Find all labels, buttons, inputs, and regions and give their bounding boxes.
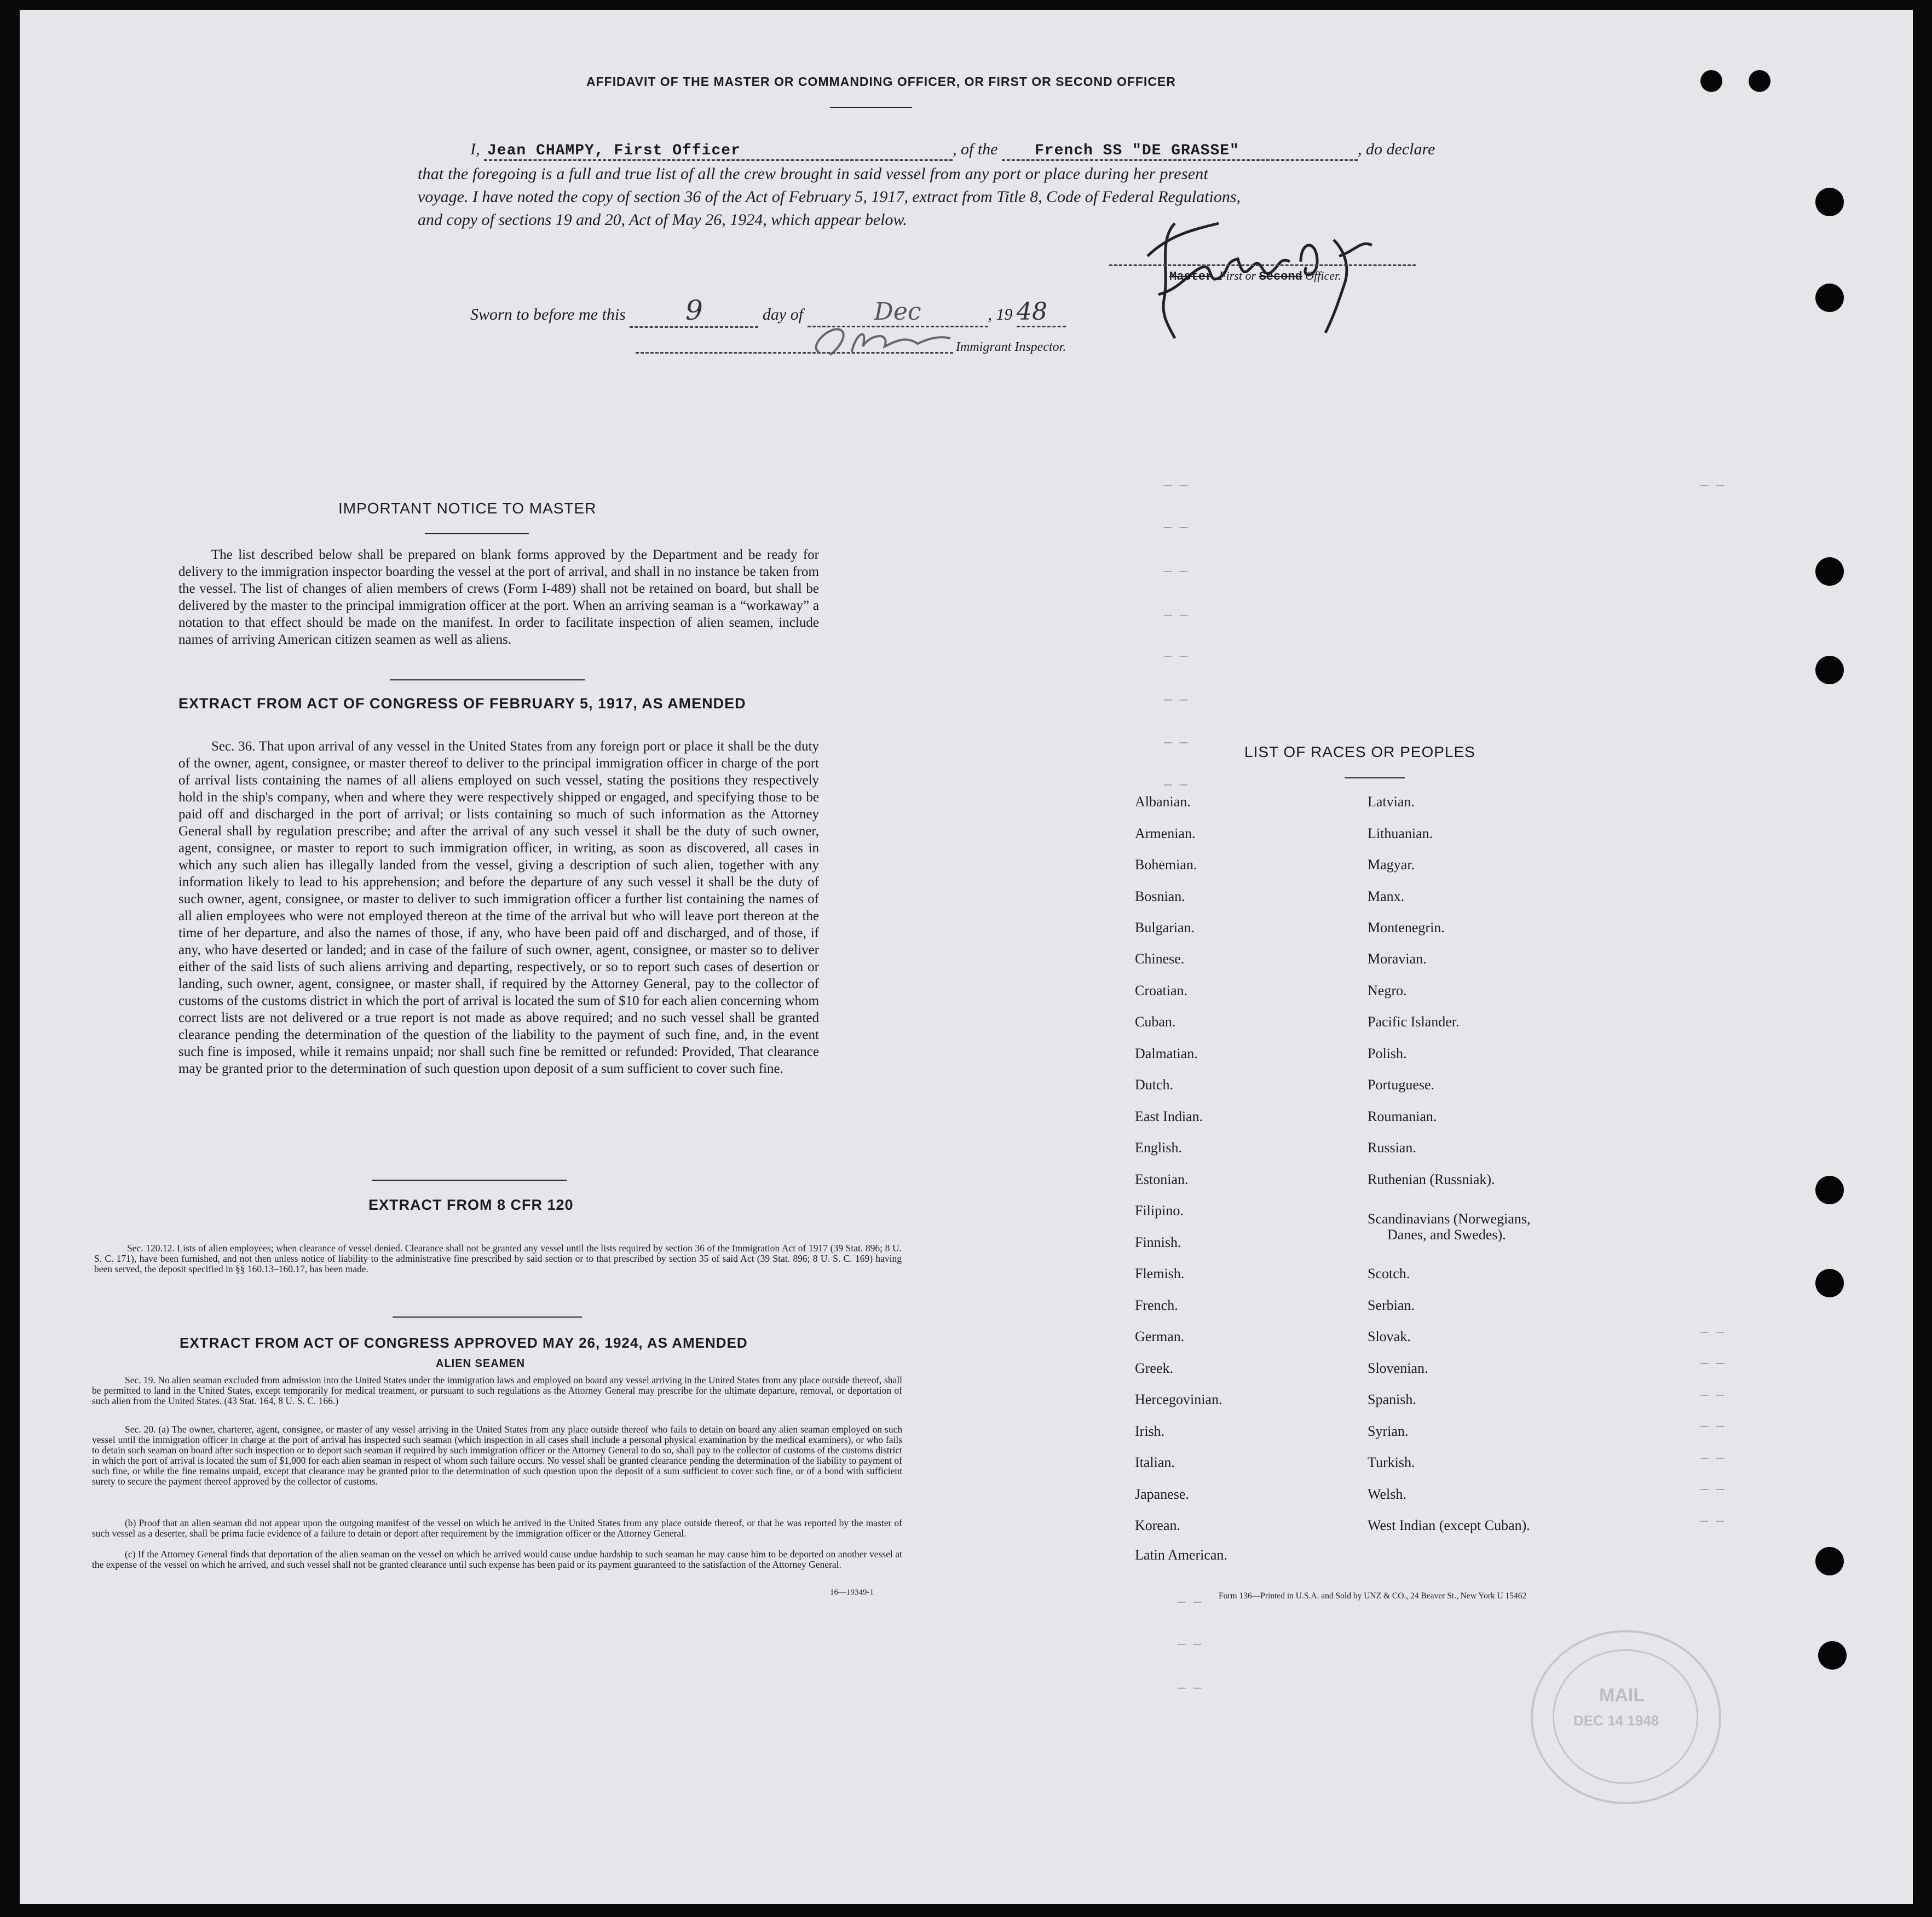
officer-title-line [1169,269,1341,284]
binder-hole [1749,70,1770,92]
race-left-11: East Indian. [1135,1108,1203,1124]
binder-hole [1815,1176,1844,1204]
margin-dash: _ _ [1164,689,1188,703]
race-right-1: Latvian. [1368,794,1415,810]
affidavit-line-2: that the foregoing is a full and true list of all the crew brought in said vessel from any port or place during her present [418,165,1208,183]
sec-20c-text: (c) If the Attorney General finds that deportation of the alien seaman on the vessel on which he arrived would cause undue hardship to such seaman he may cause him to be deported on another vessel at the expense of the vessel on which he arrived, and such vessel shall not be granted clearance until such expense has been paid or its payment guaranteed to the satisfaction of the Attorney General. [92,1549,902,1570]
race-left-15: Finnish. [1135,1234,1181,1250]
day-value: 9 [685,295,703,326]
race-right-5: Montenegrin. [1368,920,1445,936]
race-left-17: French. [1135,1297,1178,1313]
race-left-23: Japanese. [1135,1486,1189,1502]
race-right-7: Negro. [1368,983,1407,998]
race-left-13: Estonian. [1135,1171,1189,1187]
signature-line [1109,264,1416,266]
margin-dash: _ _ [1164,560,1188,575]
extract-1917-title: EXTRACT FROM ACT OF CONGRESS OF FEBRUARY 5, 1917, AS AMENDED [178,695,746,712]
extract-1917-text: Sec. 36. That upon arrival of any vessel in the United States from any foreign port or place it shall be the duty of the owner, agent, consignee, or master thereof to deliver to the principal immigration officer in charge of the port of arrival lists containing the names of all aliens employed on such vessel, stating the positions they respectively hold in the ship's company, when and where they were respectively shipped or engaged, and specifying those to be paid off and discharged in the port of arrival; or lists containing so much of such information as the Attorney General shall by regulation prescribe; and after the arrival of any such vessel it shall be the duty of such owner, agent, consignee, or master to report to such immigration officer, in writing, as soon as discovered, all cases in which any such alien has illegally landed from the vessel, giving a description of such alien, together with any information likely to lead to his apprehension; and before the departure of any such vessel it shall be the duty of such owner, agent, consignee, or master to deliver to such immigration officer a further list containing the names of all alien employees who were not employed thereon at the time of the arrival but who will leave port thereon at the time of her departure, and also the names of those, if any, who have been paid off and discharged, and of those, if any, who have deserted or landed; and in case of the failure of such owner, agent, consignee, or master so to deliver either of the said lists of such aliens arriving and departing, respectively, or so to report such cases of desertion or landing, such owner, agent, consignee, or master shall, if required by the Attorney General, pay to the collector of customs of the customs district in which the port of arrival is located the sum of $10 for each alien concerning whom correct lists are not delivered or a true report is not made as above required; and no such vessel shall be granted clearance pending the determination of the question of the liability to the payment of such fine, and, in the event such fine is imposed, while it remains unpaid; nor shall such fine be remitted or refunded: Provided, That clearance may be granted prior to the determination of such question upon deposit of a sum sufficient to cover such fine. [178,739,819,1076]
race-right-13: Ruthenian (Russniak). [1368,1171,1495,1187]
race-left-5: Bulgarian. [1135,920,1195,936]
cfr-end-rule [393,1317,582,1318]
race-right-11: Roumanian. [1368,1108,1437,1124]
sec-20a-text: Sec. 20. (a) The owner, charterer, agent, consignee, or master of any vessel arriving in the United States from any place outside thereof who fails to detain on board any alien seaman employed on such vessel until the immigration officer in charge at the port of arrival has inspected such seaman (which inspection in all cases shall include a personal physical examination by the medical examiners), or who fails to detain such seaman on board after such inspection or to deport such seaman if required by such immigration officer or the Attorney General to do so, shall pay to the collector of customs of the customs district in which the port of arrival is located the sum of $1,000 for each alien seaman in respect of whom such failure occurs. No vessel shall be granted clearance pending the determination of the liability to payment of such fine, or while the fine remains unpaid, except that clearance may be granted prior to the determination of such question upon the deposit of a sum sufficient to cover such fine, or of a bond with sufficient surety to secure the payment thereof approved by the collector of customs. [92,1424,902,1487]
margin-dash: _ _ [1700,1447,1725,1462]
binder-hole [1815,188,1844,216]
day-of-label: day of [762,305,804,324]
form-line: Form 136—Printed in U.S.A. and Sold by UNZ & CO., 24 Beaver St., New York U 15462 [1219,1591,1527,1601]
margin-dash: _ _ [1700,1478,1725,1493]
binder-hole [1815,656,1844,684]
inspector-label: Immigrant Inspector. [956,340,1066,354]
first-or-label: , First or [1213,269,1256,282]
of-the-label: , of the [953,140,998,158]
race-right-18: Slovak. [1368,1329,1411,1344]
race-right-4: Manx. [1368,888,1405,904]
race-right-19: Slovenian. [1368,1360,1428,1376]
race-right-14: Scandinavians (Norwegians, [1368,1211,1531,1227]
margin-dash: _ _ [1700,1384,1725,1399]
extract-1917-end-rule [372,1180,567,1181]
race-left-19: Greek. [1135,1360,1174,1376]
extract-1924-subtitle: ALIEN SEAMEN [436,1358,526,1370]
document-page [20,10,1913,1904]
binder-hole [1815,1269,1844,1297]
print-code: 16—19349-1 [830,1588,874,1597]
postmark-text-1: MAIL [1599,1685,1645,1706]
sec-20b-text: (b) Proof that an alien seaman did not appear upon the outgoing manifest of the vessel on which he arrived in the United States from any place outside thereof, or that he was reported by the master of such vessel as a deserter, shall be prima facie evidence of a failure to detain or deport after requirement by the immigration officer or the Attorney General. [92,1517,902,1539]
title-rule [830,107,912,108]
race-left-4: Bosnian. [1135,888,1185,904]
notice-end-rule [390,679,585,680]
inspector-signature [786,314,983,363]
race-right-12: Russian. [1368,1140,1416,1156]
margin-dash: _ _ [1700,1352,1725,1367]
race-left-18: German. [1135,1329,1185,1344]
race-right-9: Polish. [1368,1046,1407,1061]
margin-dash: _ _ [1164,604,1188,619]
race-left-10: Dutch. [1135,1077,1174,1093]
race-left-14: Filipino. [1135,1203,1184,1219]
year-prefix: , 19 [988,305,1013,324]
cfr-title: EXTRACT FROM 8 CFR 120 [368,1197,574,1213]
officer-name: Jean CHAMPY, First Officer [487,142,741,159]
notice-rule [425,533,529,534]
race-left-25: Latin American. [1135,1547,1227,1563]
year-field [1017,298,1066,327]
binder-hole [1700,70,1722,92]
margin-dash: _ _ [1164,731,1188,746]
margin-dash: _ _ [1164,474,1188,489]
vessel-name: French SS "DE GRASSE" [1035,142,1239,159]
race-left-12: English. [1135,1140,1182,1156]
race-left-21: Irish. [1135,1423,1165,1439]
race-right-2: Lithuanian. [1368,825,1433,841]
margin-dash: _ _ [1178,1677,1202,1691]
race-right-3: Magyar. [1368,857,1415,873]
margin-dash: _ _ [1164,516,1188,531]
extract-1924-title: EXTRACT FROM ACT OF CONGRESS APPROVED MAY 26, 1924, AS AMENDED [180,1335,748,1351]
month-value: Dec [874,298,921,326]
race-right-8: Pacific Islander. [1368,1014,1460,1030]
sec-19-text: Sec. 19. No alien seaman excluded from admission into the United States under the immigration laws and employed on board any vessel arriving in the United States from any place outside thereof, shall be permitted to land in the United States, except temporarily for medical treatment, or pursuant to such regulations as the Attorney General may prescribe for the ultimate departure, removal, or deportation of such alien from the United States. (43 Stat. 164, 8 U. S. C. 166.) [92,1375,902,1406]
race-right-21: Syrian. [1368,1423,1409,1439]
sworn-label: Sworn to before me this [470,305,626,324]
officer-label: Officer. [1302,269,1341,282]
affidavit-line-4: and copy of sections 19 and 20, Act of May 26, 1924, which appear below. [418,211,907,229]
race-left-6: Chinese. [1135,951,1185,967]
race-left-8: Cuban. [1135,1014,1176,1030]
notice-text: The list described below shall be prepared on blank forms approved by the Department and be ready for delivery to the immigration inspector boarding the vessel at the port of arrival, and shall in no instance be taken from the vessel. The list of changes of alien members of crews (Form I-489) shall not be retained on board, but shall be delivered by the master to the principal immigration officer at the port. When an arriving seaman is a “workaway” a notation to that effect should be made on the manifest. In order to facilitate inspection of alien seamen, include names of arriving American citizen seamen as well as aliens. [178,547,819,647]
race-right-15: Danes, and Swedes). [1387,1227,1506,1243]
race-left-22: Italian. [1135,1454,1175,1470]
race-right-16: Scotch. [1368,1266,1410,1281]
notice-title: IMPORTANT NOTICE TO MASTER [338,500,597,517]
margin-dash: _ _ [1700,1415,1725,1430]
inspector-line [636,352,953,354]
margin-dash: _ _ [1178,1633,1202,1648]
margin-dash: _ _ [1700,474,1725,489]
binder-hole [1818,1641,1847,1670]
i-label: I, [470,140,480,158]
race-left-16: Flemish. [1135,1266,1185,1281]
races-rule [1345,777,1405,778]
affidavit-line-3: voyage. I have noted the copy of section 36 of the Act of February 5, 1917, extract from Title 8, Code of Federal Regulations, [418,188,1241,206]
race-left-9: Dalmatian. [1135,1046,1198,1061]
officer-name-field [484,140,953,161]
struck-master: Master [1169,270,1213,284]
race-right-23: Welsh. [1368,1486,1406,1502]
do-declare-label: , do declare [1358,140,1435,158]
race-right-10: Portuguese. [1368,1077,1435,1093]
race-right-6: Moravian. [1368,951,1427,967]
race-left-7: Croatian. [1135,983,1188,998]
binder-hole [1815,284,1844,312]
race-left-24: Korean. [1135,1517,1181,1533]
margin-dash: _ _ [1164,773,1188,788]
affidavit-title: AFFIDAVIT OF THE MASTER OR COMMANDING OFFICER, OR FIRST OR SECOND OFFICER [586,74,1176,89]
race-left-20: Hercegovinian. [1135,1391,1222,1407]
struck-second: Second [1259,270,1302,284]
cfr-text: Sec. 120.12. Lists of alien employees; when clearance of vessel denied. Clearance shall not be granted any vessel until the lists required by section 36 of the Immigration Act of 1917 (39 Stat. 896; 8 U. S. C. 171), have been furnished, and not then unless notice of liability to the administrative fine prescribed by said section or to that prescribed by section 35 of said Act (39 Stat. 896; 8 U. S. C. 169) having been served, the deposit specified in §§ 160.13–160.17, has been made. [94,1243,902,1274]
margin-dash: _ _ [1700,1510,1725,1525]
race-right-24: West Indian (except Cuban). [1368,1517,1530,1533]
race-right-20: Spanish. [1368,1391,1416,1407]
margin-dash: _ _ [1164,645,1188,660]
day-field [630,295,758,328]
binder-hole [1815,1547,1844,1575]
postmark-text-2: DEC 14 1948 [1573,1712,1659,1729]
binder-hole [1815,557,1844,586]
margin-dash: _ _ [1178,1591,1202,1606]
year-value: 48 [1017,298,1048,326]
race-right-22: Turkish. [1368,1454,1415,1470]
vessel-field [1002,140,1358,161]
race-left-2: Armenian. [1135,825,1196,841]
margin-dash: _ _ [1700,1321,1725,1336]
race-left-1: Albanian. [1135,794,1191,810]
race-right-17: Serbian. [1368,1297,1415,1313]
race-left-3: Bohemian. [1135,857,1197,873]
affidavit-line-1 [470,140,1435,161]
races-title: LIST OF RACES OR PEOPLES [1244,743,1475,760]
